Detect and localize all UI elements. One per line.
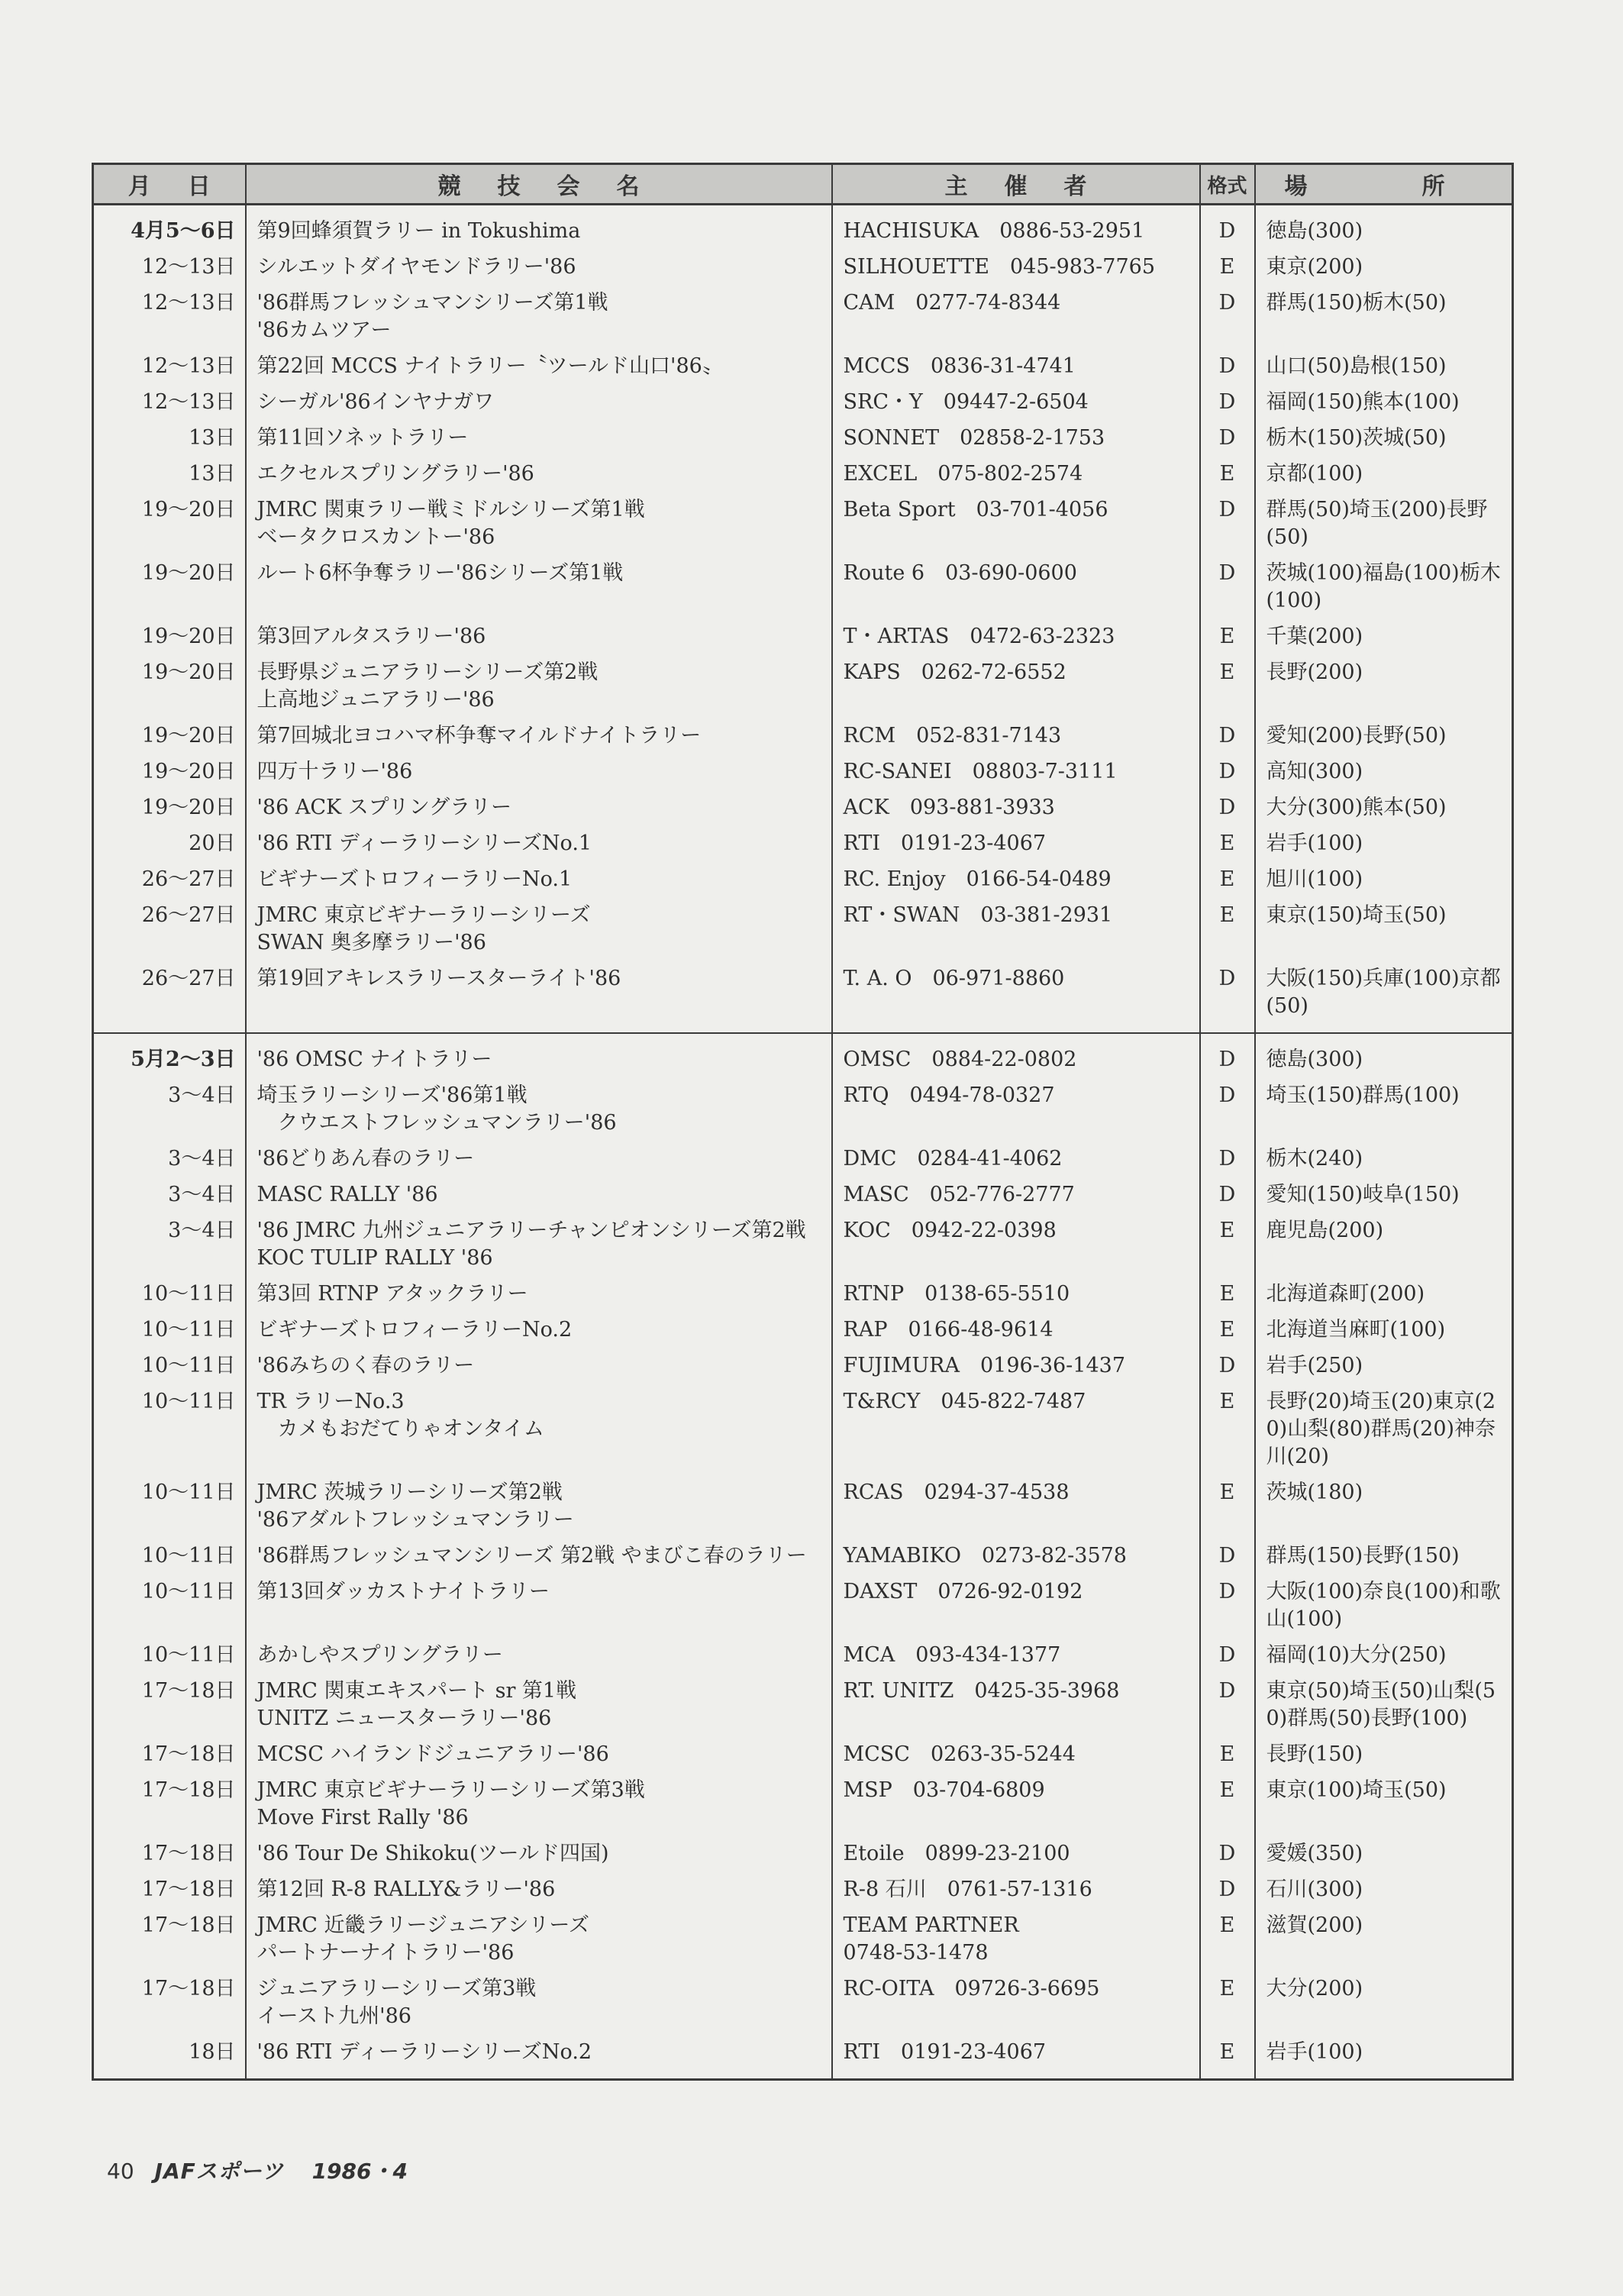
event-name: あかしやスプリングラリー (246, 1638, 832, 1674)
event-name: '86 ACK スプリングラリー (246, 790, 832, 826)
event-name: 長野県ジュニアラリーシリーズ第2戦 上高地ジュニアラリー'86 (246, 655, 832, 719)
event-organizer: MCCS 0836-31-4741 (832, 349, 1200, 385)
event-organizer: Beta Sport 03-701-4056 (832, 492, 1200, 556)
table-row (93, 754, 1513, 790)
table-row (93, 385, 1513, 421)
event-location: 福岡(150)熊本(100) (1266, 390, 1460, 414)
event-date: 10～11日 (93, 1313, 246, 1348)
table-row (93, 1177, 1513, 1213)
event-name: 第7回城北ヨコハマ杯争奪マイルドナイトラリー (246, 719, 832, 754)
event-format: E (1200, 1475, 1255, 1539)
event-organizer: Etoile 0899-23-2100 (832, 1836, 1200, 1872)
event-location: 東京(150)埼玉(50) (1266, 903, 1447, 927)
event-format: D (1200, 1177, 1255, 1213)
table-row (93, 1872, 1513, 1908)
event-date: 10～11日 (93, 1348, 246, 1384)
event-location: 愛媛(350) (1266, 1842, 1363, 1865)
event-name: ルート6杯争奪ラリー'86シリーズ第1戦 (246, 556, 832, 619)
event-date: 17～18日 (93, 1674, 246, 1737)
event-format: E (1200, 1773, 1255, 1836)
event-name: MCSC ハイランドジュニアラリー'86 (246, 1737, 832, 1773)
event-location: 茨城(180) (1266, 1481, 1363, 1504)
table-row (93, 2035, 1513, 2080)
event-format: E (1200, 250, 1255, 286)
event-name: JMRC 東京ビギナーラリーシリーズ SWAN 奥多摩ラリー'86 (246, 898, 832, 961)
event-organizer: RAP 0166-48-9614 (832, 1313, 1200, 1348)
table-row (93, 862, 1513, 898)
table-row (93, 492, 1513, 556)
event-date: 10～11日 (93, 1539, 246, 1574)
header-location: 場 所 (1255, 164, 1513, 205)
event-format: E (1200, 898, 1255, 961)
event-format: E (1200, 1277, 1255, 1313)
header-date: 月日 (93, 164, 246, 205)
header-format: 格式 (1200, 164, 1255, 205)
event-date: 4月5～6日 (93, 205, 246, 250)
event-date: 10～11日 (93, 1277, 246, 1313)
event-name: JMRC 東京ビギナーラリーシリーズ第3戦 Move First Rally '86 (246, 1773, 832, 1836)
event-location: 群馬(150)栃木(50) (1266, 291, 1447, 315)
event-organizer: RC-OITA 09726-3-6695 (832, 1971, 1200, 2035)
table-row (93, 1277, 1513, 1313)
event-date: 19～20日 (93, 492, 246, 556)
event-format: E (1200, 1971, 1255, 2035)
event-date: 17～18日 (93, 1971, 246, 2035)
event-name: 第3回アルタスラリー'86 (246, 619, 832, 655)
table-row (93, 1773, 1513, 1836)
event-date: 3～4日 (93, 1177, 246, 1213)
event-name: 第11回ソネットラリー (246, 421, 832, 457)
event-format: E (1200, 862, 1255, 898)
header-event-name: 競技会名 (246, 164, 832, 205)
table-row (93, 1142, 1513, 1177)
event-location: 茨城(100)福島(100)栃木(100) (1266, 561, 1501, 612)
event-organizer: MASC 052-776-2777 (832, 1177, 1200, 1213)
event-location: 岩手(250) (1266, 1354, 1363, 1377)
event-organizer: HACHISUKA 0886-53-2951 (832, 205, 1200, 250)
event-name: JMRC 関東ラリー戦ミドルシリーズ第1戦 ベータクロスカントー'86 (246, 492, 832, 556)
event-date: 17～18日 (93, 1908, 246, 1971)
event-location: 群馬(50)埼玉(200)長野(50) (1266, 498, 1488, 549)
table-row (93, 205, 1513, 250)
event-name: '86 JMRC 九州ジュニアラリーチャンピオンシリーズ第2戦 KOC TULIP RALLY '86 (246, 1213, 832, 1277)
event-organizer: RC. Enjoy 0166-54-0489 (832, 862, 1200, 898)
issue-date: 1986・4 (311, 2159, 408, 2184)
event-location: 群馬(150)長野(150) (1266, 1544, 1460, 1568)
event-date: 10～11日 (93, 1574, 246, 1638)
event-date: 17～18日 (93, 1737, 246, 1773)
event-organizer: RTI 0191-23-4067 (832, 826, 1200, 862)
event-location: 長野(200) (1266, 660, 1363, 684)
event-name: 第3回 RTNP アタックラリー (246, 1277, 832, 1313)
table-row (93, 1475, 1513, 1539)
event-date: 17～18日 (93, 1773, 246, 1836)
event-location: 旭川(100) (1266, 867, 1363, 891)
event-location: 長野(150) (1266, 1742, 1363, 1766)
page-number: 40 (107, 2159, 134, 2184)
event-format: E (1200, 1384, 1255, 1475)
table-row (93, 457, 1513, 492)
event-organizer: YAMABIKO 0273-82-3578 (832, 1539, 1200, 1574)
table-row (93, 719, 1513, 754)
event-name: 埼玉ラリーシリーズ'86第1戦 クウエストフレッシュマンラリー'86 (246, 1078, 832, 1142)
event-format: D (1200, 1638, 1255, 1674)
event-location: 愛知(200)長野(50) (1266, 724, 1447, 748)
event-location: 大阪(150)兵庫(100)京都(50) (1266, 967, 1501, 1018)
event-date: 26～27日 (93, 862, 246, 898)
event-location: 長野(20)埼玉(20)東京(20)山梨(80)群馬(20)神奈川(20) (1266, 1390, 1496, 1468)
event-date: 12～13日 (93, 250, 246, 286)
table-row (93, 898, 1513, 961)
event-format: E (1200, 826, 1255, 862)
event-organizer: MSP 03-704-6809 (832, 1773, 1200, 1836)
event-date: 26～27日 (93, 898, 246, 961)
event-format: D (1200, 349, 1255, 385)
event-name: 四万十ラリー'86 (246, 754, 832, 790)
event-name: 第12回 R-8 RALLY&ラリー'86 (246, 1872, 832, 1908)
event-location: 栃木(150)茨城(50) (1266, 426, 1447, 450)
event-name: JMRC 関東エキスパート sr 第1戦 UNITZ ニュースターラリー'86 (246, 1674, 832, 1737)
event-organizer: SRC・Y 09447-2-6504 (832, 385, 1200, 421)
event-organizer: MCA 093-434-1377 (832, 1638, 1200, 1674)
event-format: D (1200, 961, 1255, 1033)
table-row (93, 1836, 1513, 1872)
event-organizer: MCSC 0263-35-5244 (832, 1737, 1200, 1773)
event-organizer: RT・SWAN 03-381-2931 (832, 898, 1200, 961)
event-format: D (1200, 1033, 1255, 1078)
event-format: E (1200, 655, 1255, 719)
event-name: '86 Tour De Shikoku(ツールド四国) (246, 1836, 832, 1872)
event-date: 19～20日 (93, 655, 246, 719)
event-format: D (1200, 1078, 1255, 1142)
event-format: D (1200, 492, 1255, 556)
event-name: エクセルスプリングラリー'86 (246, 457, 832, 492)
event-format: D (1200, 421, 1255, 457)
event-date: 12～13日 (93, 349, 246, 385)
event-name: 第9回蜂須賀ラリー in Tokushima (246, 205, 832, 250)
event-location: 千葉(200) (1266, 625, 1363, 648)
event-name: ジュニアラリーシリーズ第3戦 イースト九州'86 (246, 1971, 832, 2035)
table-row (93, 961, 1513, 1033)
event-name: '86みちのく春のラリー (246, 1348, 832, 1384)
event-location: 東京(200) (1266, 255, 1363, 279)
event-format: E (1200, 2035, 1255, 2080)
event-location: 大阪(100)奈良(100)和歌山(100) (1266, 1580, 1501, 1631)
table-row (93, 556, 1513, 619)
event-format: E (1200, 1213, 1255, 1277)
event-name: ビギナーズトロフィーラリーNo.2 (246, 1313, 832, 1348)
event-name: JMRC 近畿ラリージュニアシリーズ パートナーナイトラリー'86 (246, 1908, 832, 1971)
table-row (93, 1674, 1513, 1737)
event-date: 19～20日 (93, 556, 246, 619)
event-date: 19～20日 (93, 754, 246, 790)
event-name: '86群馬フレッシュマンシリーズ 第2戦 やまびこ春のラリー (246, 1539, 832, 1574)
event-format: E (1200, 457, 1255, 492)
event-organizer: OMSC 0884-22-0802 (832, 1033, 1200, 1078)
event-name: JMRC 茨城ラリーシリーズ第2戦 '86アダルトフレッシュマンラリー (246, 1475, 832, 1539)
event-format: D (1200, 1836, 1255, 1872)
table-row (93, 1908, 1513, 1971)
event-format: D (1200, 385, 1255, 421)
event-organizer: R-8 石川 0761-57-1316 (832, 1872, 1200, 1908)
header-organizer: 主催者 (832, 164, 1200, 205)
event-format: D (1200, 1574, 1255, 1638)
event-format: D (1200, 790, 1255, 826)
event-location: 京都(100) (1266, 462, 1363, 486)
event-location: 東京(50)埼玉(50)山梨(50)群馬(50)長野(100) (1266, 1679, 1496, 1730)
event-date: 10～11日 (93, 1638, 246, 1674)
table-row (93, 1313, 1513, 1348)
event-name: 第19回アキレスラリースターライト'86 (246, 961, 832, 1033)
event-date: 26～27日 (93, 961, 246, 1033)
event-name: '86 RTI ディーラリーシリーズNo.1 (246, 826, 832, 862)
event-format: D (1200, 1142, 1255, 1177)
event-location: 福岡(10)大分(250) (1266, 1643, 1447, 1667)
event-location: 北海道当麻町(100) (1266, 1318, 1446, 1342)
event-format: D (1200, 1539, 1255, 1574)
event-format: E (1200, 1737, 1255, 1773)
event-date: 20日 (93, 826, 246, 862)
event-date: 10～11日 (93, 1384, 246, 1475)
event-date: 3～4日 (93, 1142, 246, 1177)
event-organizer: T. A. O 06-971-8860 (832, 961, 1200, 1033)
event-organizer: SONNET 02858-2-1753 (832, 421, 1200, 457)
table-row (93, 349, 1513, 385)
event-date: 5月2～3日 (93, 1033, 246, 1078)
event-location: 愛知(150)岐阜(150) (1266, 1183, 1460, 1206)
event-organizer: RCM 052-831-7143 (832, 719, 1200, 754)
event-format: D (1200, 205, 1255, 250)
event-date: 19～20日 (93, 719, 246, 754)
event-format: D (1200, 719, 1255, 754)
event-organizer: FUJIMURA 0196-36-1437 (832, 1348, 1200, 1384)
event-location: 大分(300)熊本(50) (1266, 796, 1447, 819)
event-date: 13日 (93, 457, 246, 492)
event-date: 12～13日 (93, 286, 246, 349)
event-organizer: TEAM PARTNER 0748-53-1478 (832, 1908, 1200, 1971)
event-date: 13日 (93, 421, 246, 457)
event-name: MASC RALLY '86 (246, 1177, 832, 1213)
table-row (93, 1384, 1513, 1475)
event-name: '86 OMSC ナイトラリー (246, 1033, 832, 1078)
event-location: 山口(50)島根(150) (1266, 354, 1447, 378)
event-date: 17～18日 (93, 1872, 246, 1908)
event-organizer: KAPS 0262-72-6552 (832, 655, 1200, 719)
event-name: シーガル'86インヤナガワ (246, 385, 832, 421)
event-format: D (1200, 556, 1255, 619)
table-row (93, 1971, 1513, 2035)
event-organizer: RTNP 0138-65-5510 (832, 1277, 1200, 1313)
table-row (93, 1539, 1513, 1574)
table-row (93, 1638, 1513, 1674)
event-name: 第13回ダッカストナイトラリー (246, 1574, 832, 1638)
table-row (93, 286, 1513, 349)
table-row (93, 826, 1513, 862)
event-organizer: EXCEL 075-802-2574 (832, 457, 1200, 492)
event-location: 徳島(300) (1255, 205, 1513, 250)
event-date: 12～13日 (93, 385, 246, 421)
magazine-title: JAFスポーツ (154, 2159, 284, 2184)
event-organizer: DAXST 0726-92-0192 (832, 1574, 1200, 1638)
event-location: 徳島(300) (1255, 1033, 1513, 1078)
event-organizer: Route 6 03-690-0600 (832, 556, 1200, 619)
event-location: 高知(300) (1266, 760, 1363, 783)
event-date: 3～4日 (93, 1213, 246, 1277)
event-date: 18日 (93, 2035, 246, 2080)
event-location: 北海道森町(200) (1266, 1282, 1425, 1306)
page-footer (107, 2155, 408, 2185)
may-events (93, 1033, 1513, 2080)
event-organizer: ACK 093-881-3933 (832, 790, 1200, 826)
event-location: 石川(300) (1266, 1878, 1363, 1901)
table-row (93, 619, 1513, 655)
event-name: ビギナーズトロフィーラリーNo.1 (246, 862, 832, 898)
event-organizer: T&RCY 045-822-7487 (832, 1384, 1200, 1475)
table-row (93, 1033, 1513, 1078)
event-name: '86群馬フレッシュマンシリーズ第1戦 '86カムツアー (246, 286, 832, 349)
event-organizer: RC-SANEI 08803-7-3111 (832, 754, 1200, 790)
table-row (93, 1078, 1513, 1142)
event-location: 岩手(100) (1266, 832, 1363, 855)
table-row (93, 1737, 1513, 1773)
rally-schedule-table (92, 163, 1514, 2081)
event-format: E (1200, 1313, 1255, 1348)
event-format: D (1200, 1872, 1255, 1908)
event-location: 滋賀(200) (1266, 1913, 1363, 1937)
april-events (93, 205, 1513, 1034)
event-location: 岩手(100) (1266, 2040, 1363, 2064)
event-location: 東京(100)埼玉(50) (1266, 1778, 1447, 1802)
event-format: D (1200, 286, 1255, 349)
event-name: '86 RTI ディーラリーシリーズNo.2 (246, 2035, 832, 2080)
event-location: 大分(200) (1266, 1977, 1363, 2001)
table-row (93, 1574, 1513, 1638)
event-organizer: SILHOUETTE 045-983-7765 (832, 250, 1200, 286)
event-name: '86どりあん春のラリー (246, 1142, 832, 1177)
rally-schedule-page (92, 163, 1512, 2081)
event-name: TR ラリーNo.3 カメもおだてりゃオンタイム (246, 1384, 832, 1475)
table-header-row (93, 164, 1513, 205)
event-organizer: CAM 0277-74-8344 (832, 286, 1200, 349)
event-format: D (1200, 1674, 1255, 1737)
event-date: 17～18日 (93, 1836, 246, 1872)
event-date: 19～20日 (93, 619, 246, 655)
event-name: シルエットダイヤモンドラリー'86 (246, 250, 832, 286)
event-location: 鹿児島(200) (1266, 1219, 1384, 1242)
event-organizer: RTQ 0494-78-0327 (832, 1078, 1200, 1142)
event-organizer: RTI 0191-23-4067 (832, 2035, 1200, 2080)
event-organizer: DMC 0284-41-4062 (832, 1142, 1200, 1177)
table-row (93, 421, 1513, 457)
table-row (93, 655, 1513, 719)
event-organizer: RCAS 0294-37-4538 (832, 1475, 1200, 1539)
event-format: D (1200, 1348, 1255, 1384)
event-organizer: KOC 0942-22-0398 (832, 1213, 1200, 1277)
event-organizer: T・ARTAS 0472-63-2323 (832, 619, 1200, 655)
table-row (93, 790, 1513, 826)
event-format: D (1200, 754, 1255, 790)
event-location: 栃木(240) (1266, 1147, 1363, 1171)
event-format: E (1200, 619, 1255, 655)
event-name: 第22回 MCCS ナイトラリー〝ツールド山口'86〟 (246, 349, 832, 385)
event-format: E (1200, 1908, 1255, 1971)
event-date: 19～20日 (93, 790, 246, 826)
table-row (93, 1348, 1513, 1384)
table-row (93, 250, 1513, 286)
event-date: 10～11日 (93, 1475, 246, 1539)
event-location: 埼玉(150)群馬(100) (1266, 1083, 1460, 1107)
table-row (93, 1213, 1513, 1277)
event-date: 3～4日 (93, 1078, 246, 1142)
event-organizer: RT. UNITZ 0425-35-3968 (832, 1674, 1200, 1737)
